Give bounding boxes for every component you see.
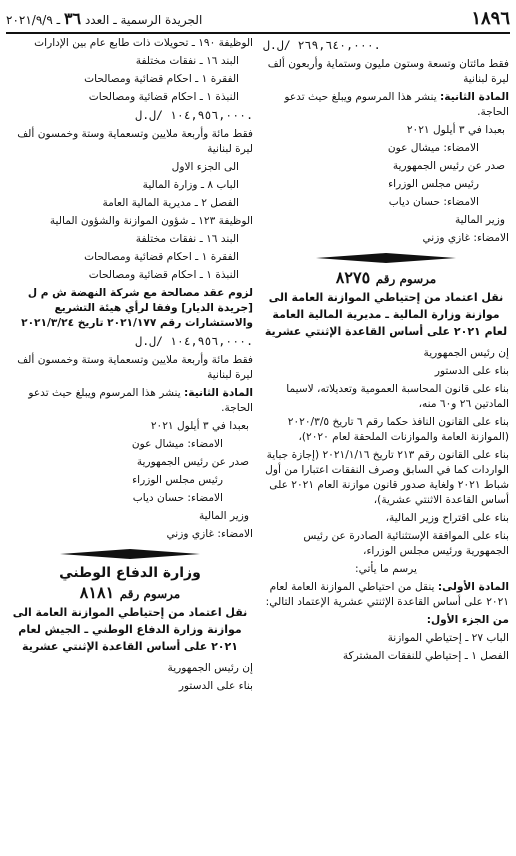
item-16b: البند ١٦ ـ نفقات مختلفة	[135, 233, 239, 245]
article-1	[263, 580, 509, 610]
decree-heading-left	[7, 585, 253, 602]
left-column	[7, 36, 253, 852]
pm-title-left: رئيس مجلس الوزراء	[132, 474, 223, 486]
amount-top: ٢٦٩,٦٤٠,٠٠٠ /ل.ل.	[263, 38, 381, 52]
from-part-1: من الجزء الأول:	[426, 614, 509, 626]
para-proposal: بناء على اقتراح وزير المالية،	[385, 512, 509, 524]
function-190: الوظيفة ١٩٠ ـ تحويلات ذات طابع عام بين الإدارات	[34, 37, 253, 49]
item-16: البند ١٦ ـ نفقات مختلفة	[135, 55, 239, 67]
decree-label: مرسوم رقم	[375, 272, 437, 286]
issued-by: صدر عن رئيس الجمهورية	[392, 160, 505, 172]
article-2-label: المادة الثانية:	[440, 91, 509, 103]
gazette-header-info	[6, 9, 202, 28]
signed-president-left: الامضاء: ميشال عون	[131, 438, 223, 450]
finance-minister-left: وزير المالية	[198, 510, 249, 522]
issue-date: ـ ٢٠٢١/٩/٩	[6, 12, 61, 27]
signed-finance-left: الامضاء: غازي وزني	[166, 528, 253, 540]
para-president: إن رئيس الجمهورية	[423, 347, 509, 359]
section-2: الفصل ٢ ـ مديرية المالية العامة	[102, 197, 239, 209]
article-2	[263, 90, 509, 120]
para-approval: بناء على الموافقة الإستثنائية الصادرة عن رئيس الجمهورية ورئيس مجلس الوزراء،	[303, 530, 509, 557]
decree-number-left: ٨١٨١	[79, 583, 115, 602]
para-law-1: بناء على قانون المحاسبة العمومية وتعديلاته، لاسيما المادتين ٢٦ و٦٠ منه،	[286, 383, 509, 410]
signed-president: الامضاء: ميشال عون	[387, 142, 479, 154]
para-1b: الفقرة ١ ـ احكام قضائية ومصالحات	[84, 251, 239, 263]
para-president-left: إن رئيس الجمهورية	[167, 662, 253, 674]
signed-pm: الامضاء: حسان دياب	[388, 196, 479, 208]
para-law-2: بناء على القانون النافذ حكما رقم ٦ تاريخ ٢٠٢٠/٣/٥ (الموازنة العامة والموازنات الملحقة لعام ٢٠٢٠)،	[287, 416, 509, 443]
signed-finance: الامضاء: غازي وزني	[422, 232, 509, 244]
sub-1: النبذة ١ ـ احكام قضائية ومصالحات	[88, 91, 239, 103]
article-2-left-text: ينشر هذا المرسوم ويبلغ حيث تدعو الحاجة.	[28, 387, 253, 414]
to-part-1: الى الجزء الاول	[171, 161, 239, 173]
section-divider-left	[7, 548, 253, 560]
amount-1: ١٠٤,٩٥٦,٠٠٠ /ل.ل.	[135, 108, 253, 122]
issue-number: ٣٦	[63, 8, 82, 28]
ministry-title: وزارة الدفاع الوطني	[59, 565, 201, 581]
amount-2: ١٠٤,٩٥٦,٠٠٠ /ل.ل.	[135, 334, 253, 348]
gazette-name: الجريدة الرسمية ـ العدد	[84, 12, 203, 27]
pm-title: رئيس مجلس الوزراء	[388, 178, 479, 190]
para-decrees: يرسم ما يأتي:	[355, 563, 417, 575]
page-header	[6, 6, 510, 34]
decree-title-left: نقل اعتماد من إحتياطي الموازنة العامة الى موازنة وزارة الدفاع الوطني ـ الجيش لعام ٢٠٢١ على أساس القاعدة الإثنتي عشرية	[12, 606, 248, 653]
amount-2-words: فقط مائة وأربعة ملايين وتسعماية وستة وخمسون ألف ليرة لبنانية	[17, 354, 253, 381]
chapter-27: الباب ٢٧ ـ إحتياطي الموازنة	[387, 632, 509, 644]
para-law-3: بناء على القانون رقم ٢١٣ تاريخ ٢٠٢١/١/١٦ (إجازة جباية الواردات كما في السابق وصرف النفقات اعتبارا من أول شباط ٢٠٢١ ولغاية صدور قانون موازنة العام ٢٠٢١ على أساس القاعدة الاثنتي عشرية)،	[265, 449, 509, 506]
contract-text: لزوم عقد مصالحة مع شركة النهضة ش م ل [جريدة الديار] وفقا لرأي هيئة التشريع والاستشارات رقم ٢٠٢١/١٧٧ تاريخ ٢٠٢١/٣/٢٤	[21, 287, 253, 329]
section-1: الفصل ١ ـ إحتياطي للنفقات المشتركة	[342, 650, 509, 662]
decree-title: نقل اعتماد من إحتياطي الموازنة العامة الى موازنة وزارة المالية ـ مديرية المالية العامة لعام ٢٠٢١ على أساس القاعدة الإثنتي عشرية	[264, 291, 508, 338]
amount-1-words: فقط مائة وأربعة ملايين وتسعماية وستة وخمسون ألف ليرة لبنانية	[17, 128, 253, 155]
decree-label-left: مرسوم رقم	[119, 587, 181, 601]
amount-top-words: فقط مائتان وتسعة وستون مليون وستماية وأربعون ألف ليرة لبنانية	[267, 58, 509, 85]
article-2-left	[7, 386, 253, 416]
function-123: الوظيفة ١٢٣ ـ شؤون الموازنة والشؤون المالية	[49, 215, 253, 227]
issued-by-left: صدر عن رئيس الجمهورية	[136, 456, 249, 468]
baabda-date: بعبدا في ٣ أيلول ٢٠٢١	[406, 124, 505, 136]
baabda-date-left: بعبدا في ٣ أيلول ٢٠٢١	[150, 420, 249, 432]
decree-heading	[263, 270, 509, 287]
finance-minister: وزير المالية	[454, 214, 505, 226]
para-constitution-left: بناء على الدستور	[178, 680, 253, 692]
signed-pm-left: الامضاء: حسان دياب	[132, 492, 223, 504]
para-constitution: بناء على الدستور	[434, 365, 509, 377]
article-2-left-label: المادة الثانية:	[184, 387, 253, 399]
sub-1b: النبذة ١ ـ احكام قضائية ومصالحات	[88, 269, 239, 281]
page-number: ١٨٩٦	[471, 7, 510, 29]
article-1-label: المادة الأولى:	[437, 581, 509, 593]
section-divider	[263, 252, 509, 264]
decree-number: ٨٢٧٥	[335, 268, 371, 287]
right-column	[263, 36, 509, 852]
para-1: الفقرة ١ ـ احكام قضائية ومصالحات	[84, 73, 239, 85]
article-2-text: ينشر هذا المرسوم ويبلغ حيث تدعو الحاجة.	[284, 91, 509, 118]
chapter-8: الباب ٨ ـ وزارة المالية	[142, 179, 239, 191]
article-1-text: ينقل من احتياطي الموازنة العامة لعام ٢٠٢١ على أساس القاعدة الإثنتي عشرية الإعتماد التالي:	[265, 581, 509, 608]
